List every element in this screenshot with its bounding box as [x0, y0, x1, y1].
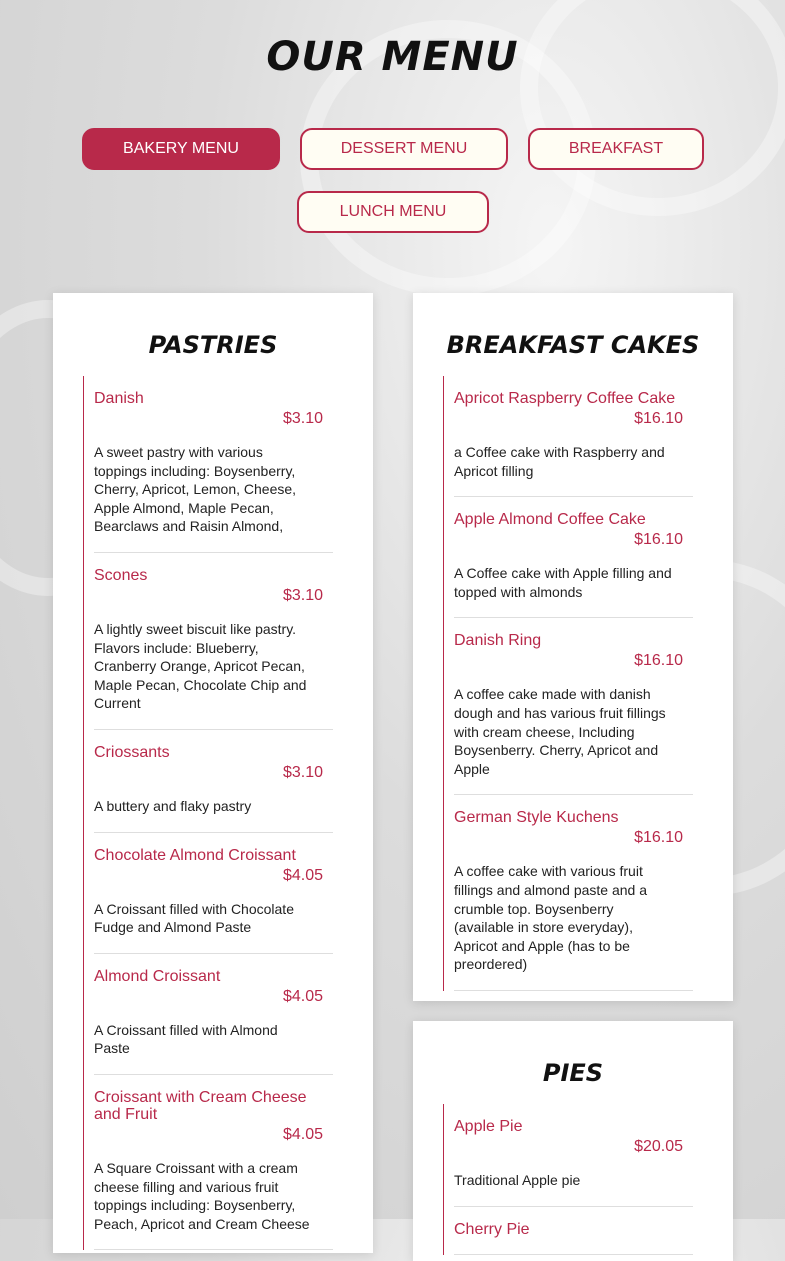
item-name: German Style Kuchens	[454, 809, 619, 827]
tab-dessert-menu[interactable]: DESSERT MENU	[300, 128, 508, 170]
item-name: Criossants	[94, 743, 170, 761]
item-name: Apple Pie	[454, 1118, 523, 1135]
section-title-pies: PIES	[542, 1059, 604, 1087]
item-description: A Croissant filled with Chocolate Fudge and Almond Paste	[94, 900, 294, 936]
list-item	[94, 833, 333, 954]
item-description: A Square Croissant with a cream cheese filling and various fruit toppings including: Boysenberry, Peach, Apricot and Cream Cheese	[94, 1159, 310, 1232]
tab-lunch-menu[interactable]: LUNCH MENU	[297, 191, 489, 233]
breakfast-cakes-card	[413, 293, 733, 1001]
item-name: Danish Ring	[454, 632, 542, 650]
section-title-breakfast-cakes: BREAKFAST CAKES	[446, 331, 700, 359]
pies-card	[413, 1021, 733, 1261]
list-item	[94, 730, 333, 833]
item-description: A Coffee cake with Apple filling and topped with almonds	[454, 565, 672, 600]
item-price: $3.10	[282, 410, 323, 427]
item-description: A sweet pastry with various toppings including: Boysenberry, Cherry, Apricot, Lemon, Cheese, Apple Almond, Maple Pecan, Bearclaws and Raisin Almond,	[94, 444, 297, 535]
item-price: $4.05	[282, 987, 323, 1005]
list-item	[454, 795, 693, 991]
pastries-card	[53, 293, 373, 1253]
item-description: A coffee cake made with danish dough and has various fruit fillings with cream cheese, Including Boysenberry. Cherry, Apricot and Apple	[454, 686, 666, 777]
item-name: Almond Croissant	[94, 967, 221, 985]
item-name: Apricot Raspberry Coffee Cake	[454, 390, 676, 407]
list-item	[454, 497, 693, 618]
list-item	[454, 1104, 693, 1207]
pies-list	[443, 1104, 693, 1255]
tab-bakery-menu[interactable]: BAKERY MENU	[82, 128, 280, 170]
list-item	[454, 618, 693, 795]
item-description: Traditional Apple pie	[454, 1172, 581, 1188]
item-description: A lightly sweet biscuit like pastry. Flavors include: Blueberry, Cranberry Orange, Apricot Pecan, Maple Pecan, Chocolate Chip and Current	[94, 620, 307, 712]
item-price: $16.10	[634, 652, 683, 670]
item-name: Scones	[94, 566, 148, 584]
item-name: Cherry Pie	[454, 1220, 530, 1238]
item-name: Chocolate Almond Croissant	[94, 846, 296, 864]
item-price: $16.10	[634, 829, 683, 847]
list-item	[94, 376, 333, 553]
item-name: Apple Almond Coffee Cake	[454, 511, 646, 529]
section-title-pastries: PASTRIES	[148, 331, 278, 359]
tab-breakfast[interactable]: BREAKFAST	[528, 128, 704, 170]
item-price: $20.05	[634, 1138, 683, 1155]
item-price: $3.10	[282, 586, 323, 604]
list-item	[454, 1207, 693, 1255]
item-description: a Coffee cake with Raspberry and Apricot filling	[454, 444, 665, 479]
item-description: A coffee cake with various fruit fillings and almond paste and a crumble top. Boysenberry (available in store everyday), Apricot and Apple (has to be preordered)	[454, 863, 648, 973]
list-item	[454, 376, 693, 497]
item-price: $16.10	[634, 531, 683, 549]
item-name: Croissant with Cream Cheese and Fruit	[94, 1088, 307, 1123]
item-name: Danish	[94, 390, 144, 407]
item-description: A buttery and flaky pastry	[94, 797, 252, 814]
breakfast-cakes-list	[443, 376, 693, 991]
item-price: $4.05	[282, 1125, 323, 1143]
page-title: OUR MENU	[266, 34, 519, 80]
item-description: A Croissant filled with Almond Paste	[94, 1021, 278, 1057]
list-item	[94, 553, 333, 730]
item-price: $3.10	[282, 763, 323, 781]
list-item	[94, 1075, 333, 1250]
pastries-list	[83, 376, 333, 1250]
list-item	[94, 954, 333, 1075]
item-price: $4.05	[282, 866, 323, 884]
item-price: $16.10	[634, 410, 683, 427]
